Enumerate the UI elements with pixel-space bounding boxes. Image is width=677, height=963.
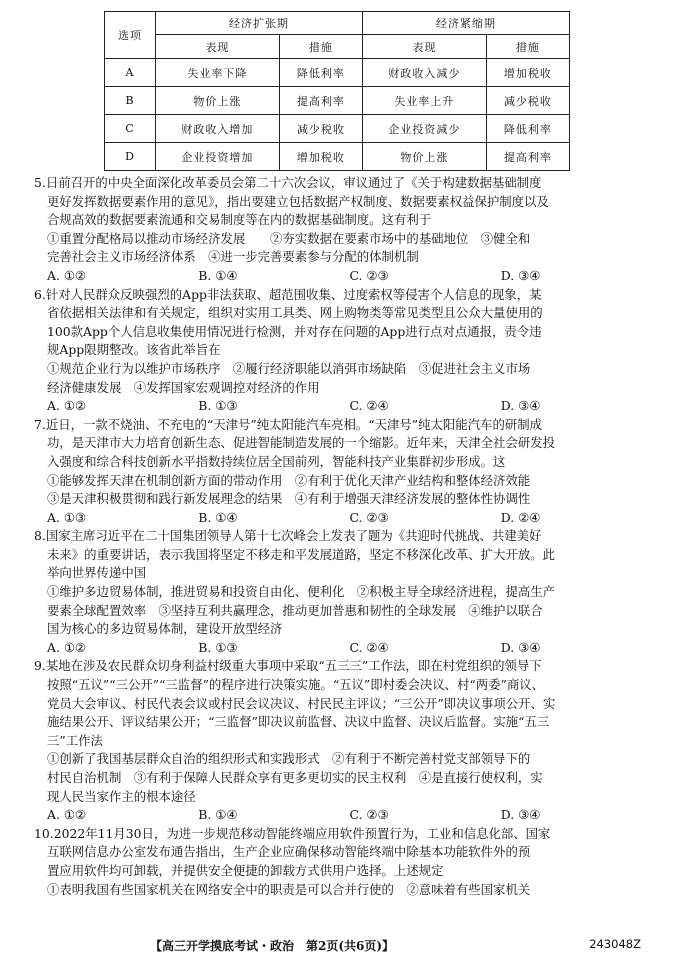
answer-choice[interactable]: C. ②④ [349, 398, 389, 414]
question-stem-line: 置应用软件均可卸载，并提供安全便捷的卸载方式供用户选择。上述规定 [47, 862, 444, 878]
table-sub-header: 措施 [279, 35, 362, 59]
table-cell: 财政收入增加 [156, 115, 280, 143]
table-row [105, 59, 570, 87]
answer-choice[interactable]: A. ①② [47, 639, 87, 655]
question-stem-line: 规App限期整改。该省此举旨在 [47, 342, 221, 358]
table-corner-header: 选项 [105, 12, 156, 59]
table-cell: 降低利率 [486, 115, 569, 143]
table-cell: 提高利率 [486, 143, 569, 171]
answer-choice[interactable]: B. ①③ [198, 398, 238, 414]
answer-choice[interactable]: D. ②④ [500, 509, 541, 525]
table-cell: 财政收入减少 [362, 59, 486, 87]
statement-line: ③是天津积极贯彻和践行新发展理念的结果 ④有利于增强天津经济发展的整体性协调性 [47, 491, 531, 507]
table-cell: 失业率下降 [156, 59, 280, 87]
option-letter-cell: B [105, 87, 156, 115]
table-cell: 增加税收 [486, 59, 569, 87]
table-body [105, 59, 570, 171]
question-stem-line: 9.某地在涉及农民群众切身利益村级重大事项中采取“五三三”工作法，即在村党组织的领导下 [34, 658, 542, 674]
answer-choice[interactable]: B. ①④ [198, 807, 238, 823]
table-group-header: 经济紧缩期 [362, 12, 569, 35]
question-stem-line: 施结果公开、评议结果公开；“三监督”即决议前监督、决议中监督、决议后监督。实施“五三 [47, 714, 550, 730]
answer-choice[interactable]: B. ①④ [198, 267, 238, 283]
answer-choice[interactable]: B. ①③ [198, 639, 238, 655]
answer-choices [34, 806, 652, 825]
statement-line: 国为核心的多边贸易体制，建设开放型经济 [47, 621, 283, 637]
table-sub-header: 措施 [486, 35, 569, 59]
table-cell: 降低利率 [279, 59, 362, 87]
answer-choices [34, 509, 652, 528]
question-stem-line: 合规高效的数据要素流通和交易制度等在内的数据基础制度。这有利于 [47, 212, 432, 228]
statement-line: ①维护多边贸易体制，推进贸易和投资自由化、便利化 ②积极主导全球经济进程，提高生产 [47, 584, 556, 600]
page-footer [0, 937, 677, 957]
question-stem-line: 更好发挥数据要素作用的意见》，指出要建立包括数据产权制度、数据要素权益保护制度以及 [47, 193, 549, 209]
table-cell: 提高利率 [279, 87, 362, 115]
table-cell: 企业投资减少 [362, 115, 486, 143]
answer-choice[interactable]: D. ③④ [500, 267, 541, 283]
question-item [34, 416, 652, 528]
question-stem-line: 10.2022年11月30日，为进一步规范移动智能终端应用软件预置行为，工业和信息化部、国家 [34, 825, 551, 841]
table-cell: 减少税收 [486, 87, 569, 115]
answer-choice[interactable]: A. ①② [47, 807, 87, 823]
option-letter-cell: C [105, 115, 156, 143]
question-stem-line: 7.近日，一款不烧油、不充电的“天津号”纯太阳能汽车亮相。“天津号”纯太阳能汽车的研制成 [34, 416, 543, 432]
statement-line: ①能够发挥天津在机制创新方面的带动作用 ②有利于优化天津产业结构和整体经济效能 [47, 472, 531, 488]
question-item [34, 657, 652, 824]
question-stem-line: 省依据相关法律和有关规定，组织对实用工具类、网上购物类等常见类型且公众大量使用的 [47, 305, 543, 321]
table-sub-header: 表现 [156, 35, 280, 59]
answer-choice[interactable]: D. ③④ [500, 398, 541, 414]
option-letter-cell: D [105, 143, 156, 171]
answer-choice[interactable]: A. ①② [47, 267, 87, 283]
question-stem-line: 6.针对人民群众反映强烈的App非法获取、超范围收集、过度索权等侵害个人信息的现象，某 [34, 286, 542, 302]
statement-line: ①重置分配格局以推动市场经济发展 ②夯实数据在要素市场中的基础地位 ③健全和 [47, 230, 531, 246]
question-stem-line: 三”工作法 [47, 732, 103, 748]
table-cell: 物价上涨 [362, 143, 486, 171]
answer-choice[interactable]: A. ①② [47, 398, 87, 414]
answer-choice[interactable]: C. ②③ [349, 509, 389, 525]
answer-choice[interactable]: A. ①③ [47, 509, 87, 525]
table-cell: 企业投资增加 [156, 143, 280, 171]
answer-choice[interactable]: C. ②③ [349, 807, 389, 823]
answer-choice[interactable]: C. ②③ [349, 267, 389, 283]
table-cell: 增加税收 [279, 143, 362, 171]
question-stem-line: 党员大会审议、村民代表会议或村民会议决议、村民民主评议；“三公开”即决议事项公开、实 [47, 695, 556, 711]
options-table [104, 11, 570, 171]
answer-choice[interactable]: B. ①④ [198, 509, 238, 525]
question-item [34, 174, 652, 286]
question-item [34, 286, 652, 416]
question-stem-line: 8.国家主席习近平在二十国集团领导人第十七次峰会上发表了题为《共迎时代挑战、共建美好 [34, 528, 542, 544]
answer-choices [34, 639, 652, 658]
answer-choice[interactable]: C. ②④ [349, 639, 389, 655]
table-cell: 失业率上升 [362, 87, 486, 115]
question-item [34, 527, 652, 657]
question-stem-line: 按照“五议”“三公开”“三监督”的程序进行决策实施。“五议”即村委会决议、村“两委”商议、 [47, 677, 545, 693]
question-stem-line: 举向世界传递中国 [47, 565, 147, 581]
statement-line: 要素全球配置效率 ③坚持互利共赢理念，推动更加普惠和韧性的全球发展 ④维护以联合 [47, 602, 543, 618]
statement-line: 完善社会主义市场经济体系 ④进一步完善要素参与分配的体制机制 [47, 249, 419, 265]
question-stem-line: 入强度和综合科技创新水平指数持续位居全国前列，智能科技产业集群初步形成。这 [47, 453, 506, 469]
answer-choices [34, 267, 652, 286]
table-row [105, 87, 570, 115]
question-stem-line: 功，是天津市大力培育创新生态、促进智能制造发展的一个缩影。近年来，天津全社会研发投 [47, 435, 556, 451]
table-sub-header: 表现 [362, 35, 486, 59]
statement-line: ①规范企业行为以维护市场秩序 ②履行经济职能以消弭市场缺陷 ③促进社会主义市场 [47, 360, 531, 376]
question-list [34, 174, 652, 899]
footer-code: 243048Z [589, 937, 641, 951]
question-stem-line: 5.日前召开的中央全面深化改革委员会第二十六次会议，审议通过了《关于构建数据基础制度 [34, 175, 542, 190]
statement-line: ①创新了我国基层群众自治的组织形式和实践形式 ②有利于不断完善村党支部领导下的 [47, 751, 531, 767]
question-stem-line: 100款App个人信息收集使用情况进行检测，并对存在问题的App进行点对点通报，责令违 [47, 323, 542, 339]
answer-choice[interactable]: D. ③④ [500, 807, 541, 823]
table-row [105, 143, 570, 171]
answer-choices [34, 397, 652, 416]
table-group-header: 经济扩张期 [156, 12, 363, 35]
table-cell: 减少税收 [279, 115, 362, 143]
statement-line: 现人民当家作主的根本途径 [47, 788, 196, 804]
statement-line: ①表明我国有些国家机关在网络安全中的职责是可以合并行使的 ②意味着有些国家机关 [47, 881, 531, 897]
table-cell: 物价上涨 [156, 87, 280, 115]
statement-line: 村民自治机制 ③有利于保障人民群众享有更多更切实的民主权利 ④是直接行使权利，实 [47, 770, 543, 785]
question-stem-line: 互联网信息办公室发布通告指出，生产企业应确保移动智能终端中除基本功能软件外的预 [47, 844, 531, 860]
question-item [34, 825, 652, 899]
table-row [105, 115, 570, 143]
footer-title: 【高三开学摸底考试・政治 第2页(共6页)】 [150, 939, 395, 953]
statement-line: 经济健康发展 ④发挥国家宏观调控对经济的作用 [47, 379, 320, 395]
answer-choice[interactable]: D. ③④ [500, 639, 541, 655]
option-letter-cell: A [105, 59, 156, 87]
question-stem-line: 未来》的重要讲话，表示我国将坚定不移走和平发展道路，坚定不移深化改革、扩大开放。此 [47, 546, 556, 562]
